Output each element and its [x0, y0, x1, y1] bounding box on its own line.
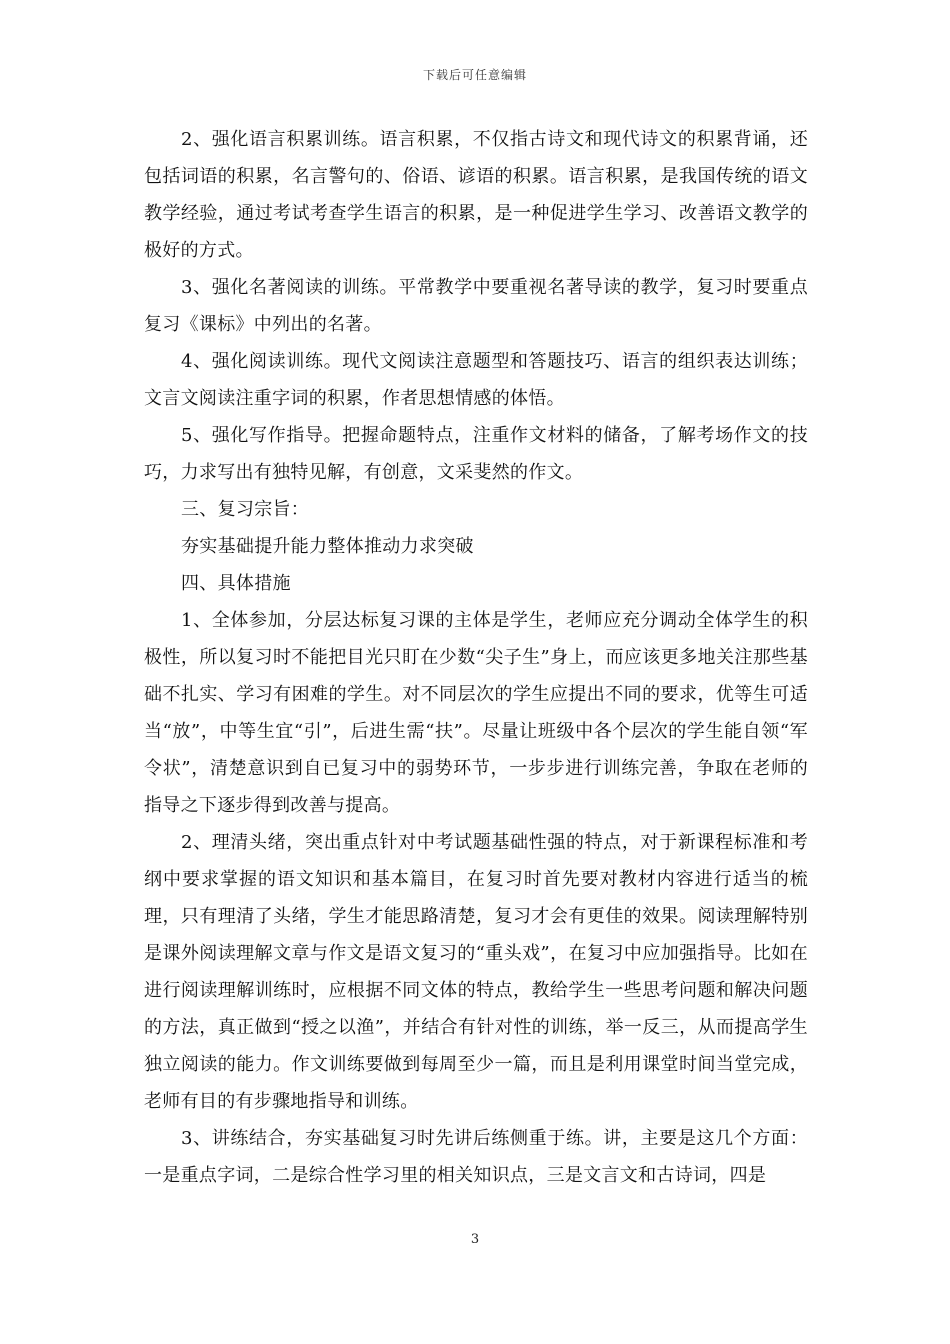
paragraph-language-accumulation: 2、强化语言积累训练。语言积累，不仅指古诗文和现代诗文的积累背诵，还包括词语的积累，名言警句的、俗语、谚语的积累。语言积累，是我国传统的语文教学经验，通过考试考查学生语言的积累，是一种促进学生学习、改善语文教学的极好的方式。: [144, 129, 808, 261]
paragraph-writing-guidance: 5、强化写作指导。把握命题特点，注重作文材料的储备，了解考场作文的技巧，力求写出有独特见解，有创意，文采斐然的作文。: [144, 425, 808, 483]
section-heading-review-purpose: 三、复习宗旨：: [181, 499, 310, 520]
paragraph-clear-focus: 2、理清头绪，突出重点针对中考试题基础性强的特点，对于新课程标准和考纲中要求掌握的语文知识和基本篇目，在复习时首先要对教材内容进行适当的梳理，只有理清了头绪，学生才能思路清楚，复习才会有更佳的效果。阅读理解特别是课外阅读理解文章与作文是语文复习的“重头戏”，在复习中应加强指导。比如在进行阅读理解训练时，应根据不同文体的特点，教给学生一些思考问题和解决问题的方法，真正做到“授之以渔”，并结合有针对性的训练，举一反三，从而提高学生独立阅读的能力。作文训练要做到每周至少一篇，而且是利用课堂时间当堂完成，老师有目的有步骤地指导和训练。: [144, 832, 808, 1112]
section-heading-specific-measures: 四、具体措施: [181, 573, 291, 594]
paragraph-review-motto: 夯实基础提升能力整体推动力求突破: [181, 536, 474, 557]
document-body: [144, 121, 808, 1194]
page-number: 3: [470, 1232, 480, 1247]
page-header: 下载后可任意编辑: [422, 68, 527, 82]
paragraph-all-participation: 1、全体参加，分层达标复习课的主体是学生，老师应充分调动全体学生的积极性，所以复习时不能把目光只盯在少数“尖子生”身上，而应该更多地关注那些基础不扎实、学习有困难的学生。对不同层次的学生应提出不同的要求，优等生可适当“放”，中等生宜“引”，后进生需“扶”。尽量让班级中各个层次的学生能自领“军令状”，清楚意识到自已复习中的弱势环节，一步步进行训练完善，争取在老师的指导之下逐步得到改善与提高。: [144, 610, 808, 816]
paragraph-classics-reading: 3、强化名著阅读的训练。平常教学中要重视名著导读的教学，复习时要重点复习《课标》中列出的名著。: [144, 277, 808, 335]
paragraph-reading-training: 4、强化阅读训练。现代文阅读注意题型和答题技巧、语言的组织表达训练；文言文阅读注重字词的积累，作者思想情感的体悟。: [144, 351, 808, 409]
paragraph-lecture-practice: 3、讲练结合，夯实基础复习时先讲后练侧重于练。讲，主要是这几个方面：一是重点字词，二是综合性学习里的相关知识点，三是文言文和古诗词，四是: [144, 1128, 808, 1186]
